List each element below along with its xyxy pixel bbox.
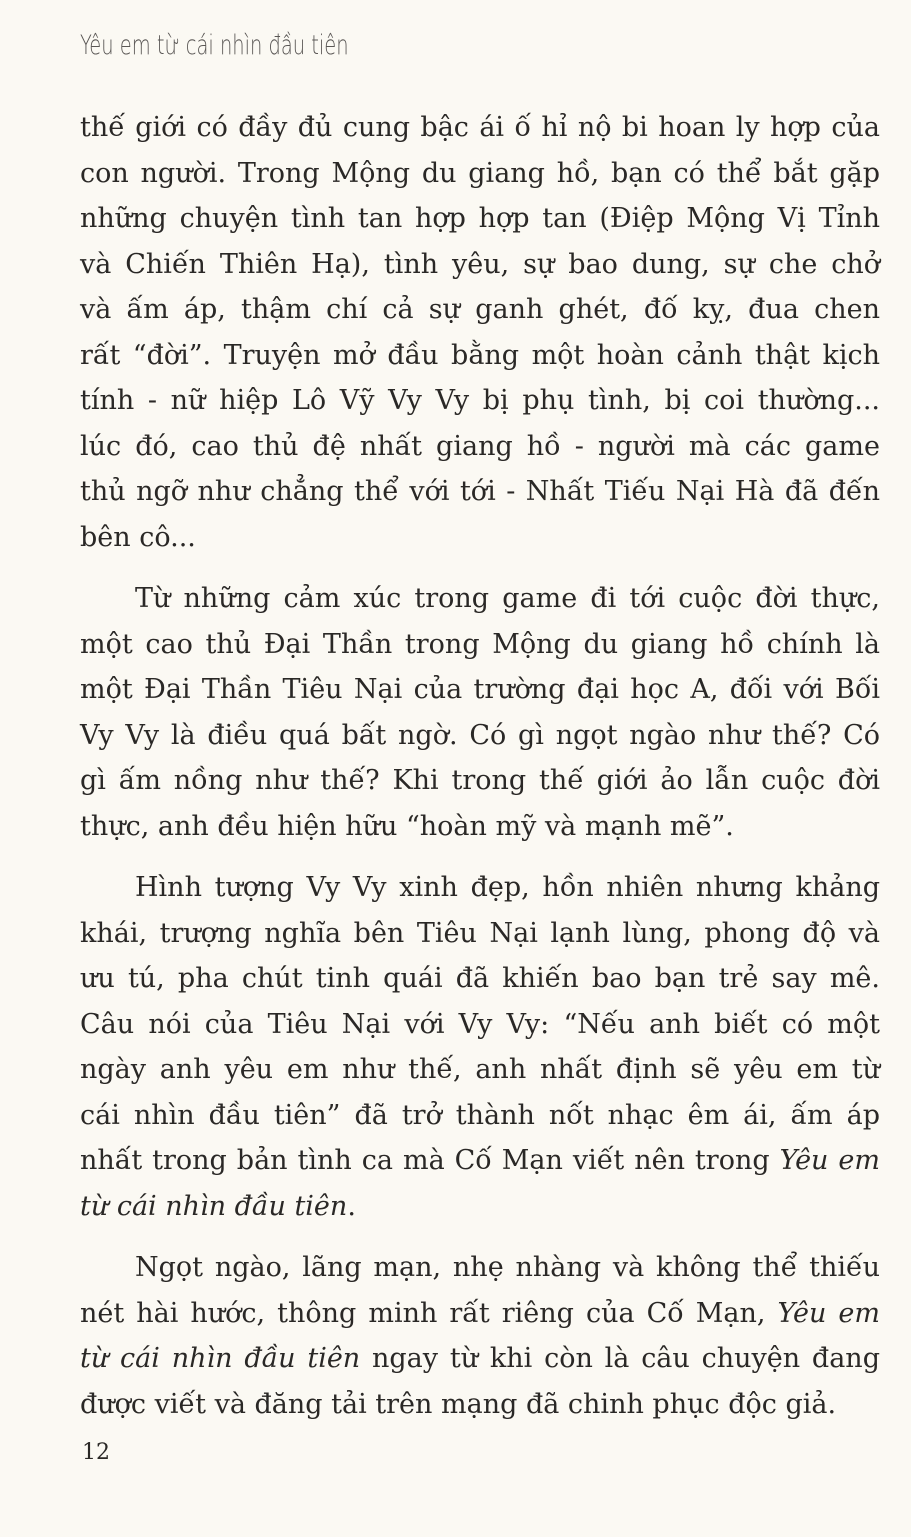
- text-line: tính - nữ hiệp Lô Vỹ Vy Vy bị phụ tình, bị coi thường...: [80, 385, 880, 416]
- paragraph-2: [80, 576, 880, 849]
- text-line: Vy Vy là điều quá bất ngờ. Có gì ngọt ngào như thế? Có: [80, 719, 880, 751]
- text-run: nét hài hước, thông minh rất riêng của Cố Mạn,: [80, 1297, 778, 1329]
- text-line: cái nhìn đầu tiên” đã trở thành nốt nhạc êm ái, ấm áp: [80, 1099, 880, 1131]
- paragraph-1: [80, 105, 880, 560]
- book-title-italic: từ cái nhìn đầu tiên: [80, 1190, 348, 1222]
- text-line: [80, 1336, 880, 1382]
- text-line: được viết và đăng tải trên mạng đã chinh phục độc giả.: [80, 1388, 837, 1420]
- page-body: [80, 105, 880, 1427]
- paragraph-4: [80, 1245, 880, 1427]
- text-line: khái, trượng nghĩa bên Tiêu Nại lạnh lùng, phong độ và: [80, 917, 880, 949]
- text-line: thế giới có đầy đủ cung bậc ái ố hỉ nộ bi hoan ly hợp của: [80, 112, 880, 143]
- text-line: Từ những cảm xúc trong game đi tới cuộc đời thực,: [135, 583, 880, 614]
- text-line: [80, 1184, 880, 1230]
- text-line: con người. Trong Mộng du giang hồ, bạn có thể bắt gặp: [80, 157, 880, 189]
- text-line: một cao thủ Đại Thần trong Mộng du giang hồ chính là: [80, 628, 880, 660]
- book-title-italic: từ cái nhìn đầu tiên: [80, 1343, 361, 1374]
- text-line: rất “đời”. Truyện mở đầu bằng một hoàn cảnh thật kịch: [80, 339, 880, 371]
- text-line: Câu nói của Tiêu Nại với Vy Vy: “Nếu anh biết có một: [80, 1008, 880, 1040]
- running-header-title: Yêu em từ cái nhìn đầu tiên: [80, 30, 349, 61]
- text-line: và ấm áp, thậm chí cả sự ganh ghét, đố kỵ, đua chen: [80, 294, 880, 325]
- page-number: 12: [82, 1440, 110, 1465]
- text-line: một Đại Thần Tiêu Nại của trường đại học A, đối với Bối: [80, 674, 880, 705]
- paragraph-3: [80, 865, 880, 1229]
- text-line: [80, 1138, 880, 1184]
- text-line: gì ấm nồng như thế? Khi trong thế giới ảo lẫn cuộc đời: [80, 765, 880, 796]
- text-line: Hình tượng Vy Vy xinh đẹp, hồn nhiên nhưng khảng: [135, 872, 880, 903]
- text-line: thủ ngỡ như chẳng thể với tới - Nhất Tiếu Nại Hà đã đến: [80, 476, 880, 507]
- text-run: nhất trong bản tình ca mà Cố Mạn viết nên trong: [80, 1145, 780, 1176]
- text-line: Ngọt ngào, lãng mạn, nhẹ nhàng và không thể thiếu: [135, 1252, 880, 1283]
- book-title-italic: Yêu em: [777, 1297, 880, 1329]
- text-line: ngày anh yêu em như thế, anh nhất định sẽ yêu em từ: [80, 1054, 880, 1085]
- text-line: những chuyện tình tan hợp hợp tan (Điệp Mộng Vị Tỉnh: [80, 203, 880, 234]
- book-title-italic: Yêu em: [779, 1145, 880, 1176]
- text-line: và Chiến Thiên Hạ), tình yêu, sự bao dung, sự che chở: [80, 248, 880, 280]
- text-line: [80, 1291, 880, 1337]
- text-line: ưu tú, pha chút tinh quái đã khiến bao bạn trẻ say mê.: [80, 963, 880, 994]
- text-run: ngay từ khi còn là câu chuyện đang: [360, 1343, 880, 1374]
- text-line: lúc đó, cao thủ đệ nhất giang hồ - người mà các game: [80, 430, 880, 462]
- text-line: bên cô...: [80, 521, 196, 553]
- text-line: thực, anh đều hiện hữu “hoàn mỹ và mạnh mẽ”.: [80, 810, 734, 842]
- text-run: .: [347, 1190, 356, 1222]
